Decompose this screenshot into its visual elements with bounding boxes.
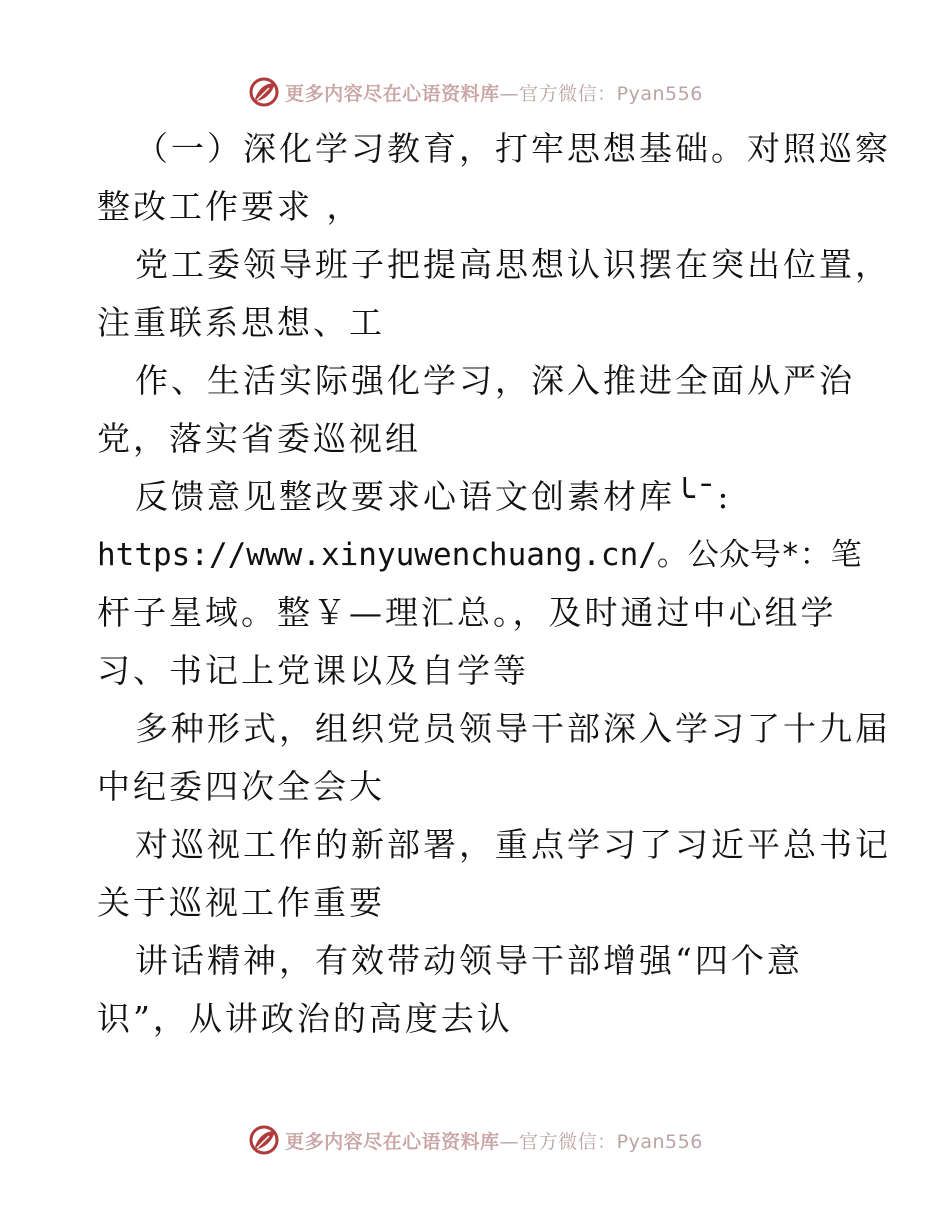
body-line: 党，落实省委巡视组 [97, 419, 421, 458]
document-body [97, 120, 891, 1048]
body-line: 作、生活实际强化学习，深入推进全面从严治 [135, 361, 855, 400]
body-line: 识”，从讲政治的高度去认 [97, 999, 513, 1038]
body-line: 关于巡视工作重要 [97, 883, 385, 922]
body-line: 反馈意见整改要求心语文创素材库╰¯: [135, 477, 732, 516]
footer-site-name: 更多内容尽在心语资料库 [285, 1130, 500, 1153]
footer-banner [0, 1120, 950, 1160]
body-line: 中纪委四次全会大 [97, 767, 385, 806]
footer-wechat: —官方微信：Pyan556 [499, 1130, 703, 1153]
body-line-url: https://www.xinyuwenchuang.cn/。公众号*：笔 [97, 537, 862, 573]
body-line: 习、书记上党课以及自学等 [97, 651, 529, 690]
body-line: 党工委领导班子把提高思想认识摆在突出位置， [135, 245, 891, 284]
body-line: 注重联系思想、工 [97, 303, 385, 342]
body-line: 多种形式，组织党员领导干部深入学习了十九届 [135, 709, 891, 748]
leaf-logo-icon [247, 1123, 281, 1157]
header-site-name: 更多内容尽在心语资料库 [285, 82, 500, 105]
body-line: 对巡视工作的新部署，重点学习了习近平总书记 [135, 825, 891, 864]
body-line: 讲话精神，有效带动领导干部增强“四个意 [135, 941, 803, 980]
body-line: 杆子星域。整￥—理汇总。，及时通过中心组学 [97, 593, 837, 632]
header-banner [0, 72, 950, 112]
body-line: （一）深化学习教育，打牢思想基础。对照巡察 [135, 129, 891, 168]
body-line: 整改工作要求 ， [97, 187, 363, 226]
header-wechat: —官方微信：Pyan556 [499, 82, 703, 105]
leaf-logo-icon [247, 75, 281, 109]
